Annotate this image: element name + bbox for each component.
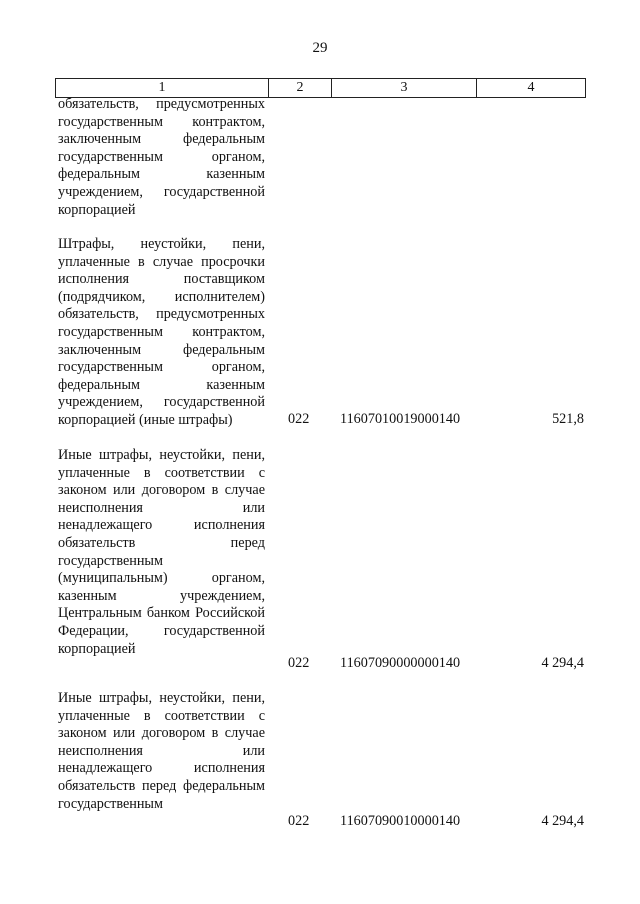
row-amount: 521,8 bbox=[552, 411, 584, 427]
header-col-3: 3 bbox=[332, 79, 477, 97]
row-admin-code: 022 bbox=[288, 655, 310, 671]
header-col-1: 1 bbox=[56, 79, 269, 97]
table-header bbox=[55, 78, 586, 98]
header-col-2: 2 bbox=[269, 79, 332, 97]
row-classification-code: 11607090000000140 bbox=[340, 655, 461, 671]
row-admin-code: 022 bbox=[288, 813, 310, 829]
row-admin-code: 022 bbox=[288, 411, 310, 427]
row-classification-code: 11607090010000140 bbox=[340, 813, 461, 829]
row-description: Штрафы, неустойки, пени, уплаченные в случае просрочки исполнения поставщиком (подрядчиком, исполнителем) обязательств, предусмотренных государственным контрактом, заключенным федеральным государственным органом, федеральным казенным учреждением, государственной корпорацией (иные штрафы) bbox=[58, 236, 265, 428]
row-classification-code: 11607010019000140 bbox=[340, 411, 461, 427]
row-description: Иные штрафы, неустойки, пени, уплаченные в соответствии с законом или договором в случае неисполнения или ненадлежащего исполнения обязательств перед государственным (муниципальным) органом, казенным учреждением, Центральным банком Российской Федерации, государственной корпорацией bbox=[58, 447, 265, 657]
row-amount: 4 294,4 bbox=[541, 813, 584, 829]
row-amount: 4 294,4 bbox=[541, 655, 584, 671]
row-description: обязательств, предусмотренных государственным контрактом, заключенным федеральным государственным органом, федеральным казенным учреждением, государственной корпорацией bbox=[58, 96, 265, 218]
row-description: Иные штрафы, неустойки, пени, уплаченные в соответствии с законом или договором в случае неисполнения или ненадлежащего исполнения обязательств перед федеральным государственным bbox=[58, 690, 265, 812]
header-col-4: 4 bbox=[527, 80, 535, 95]
page-number: 29 bbox=[312, 40, 328, 56]
